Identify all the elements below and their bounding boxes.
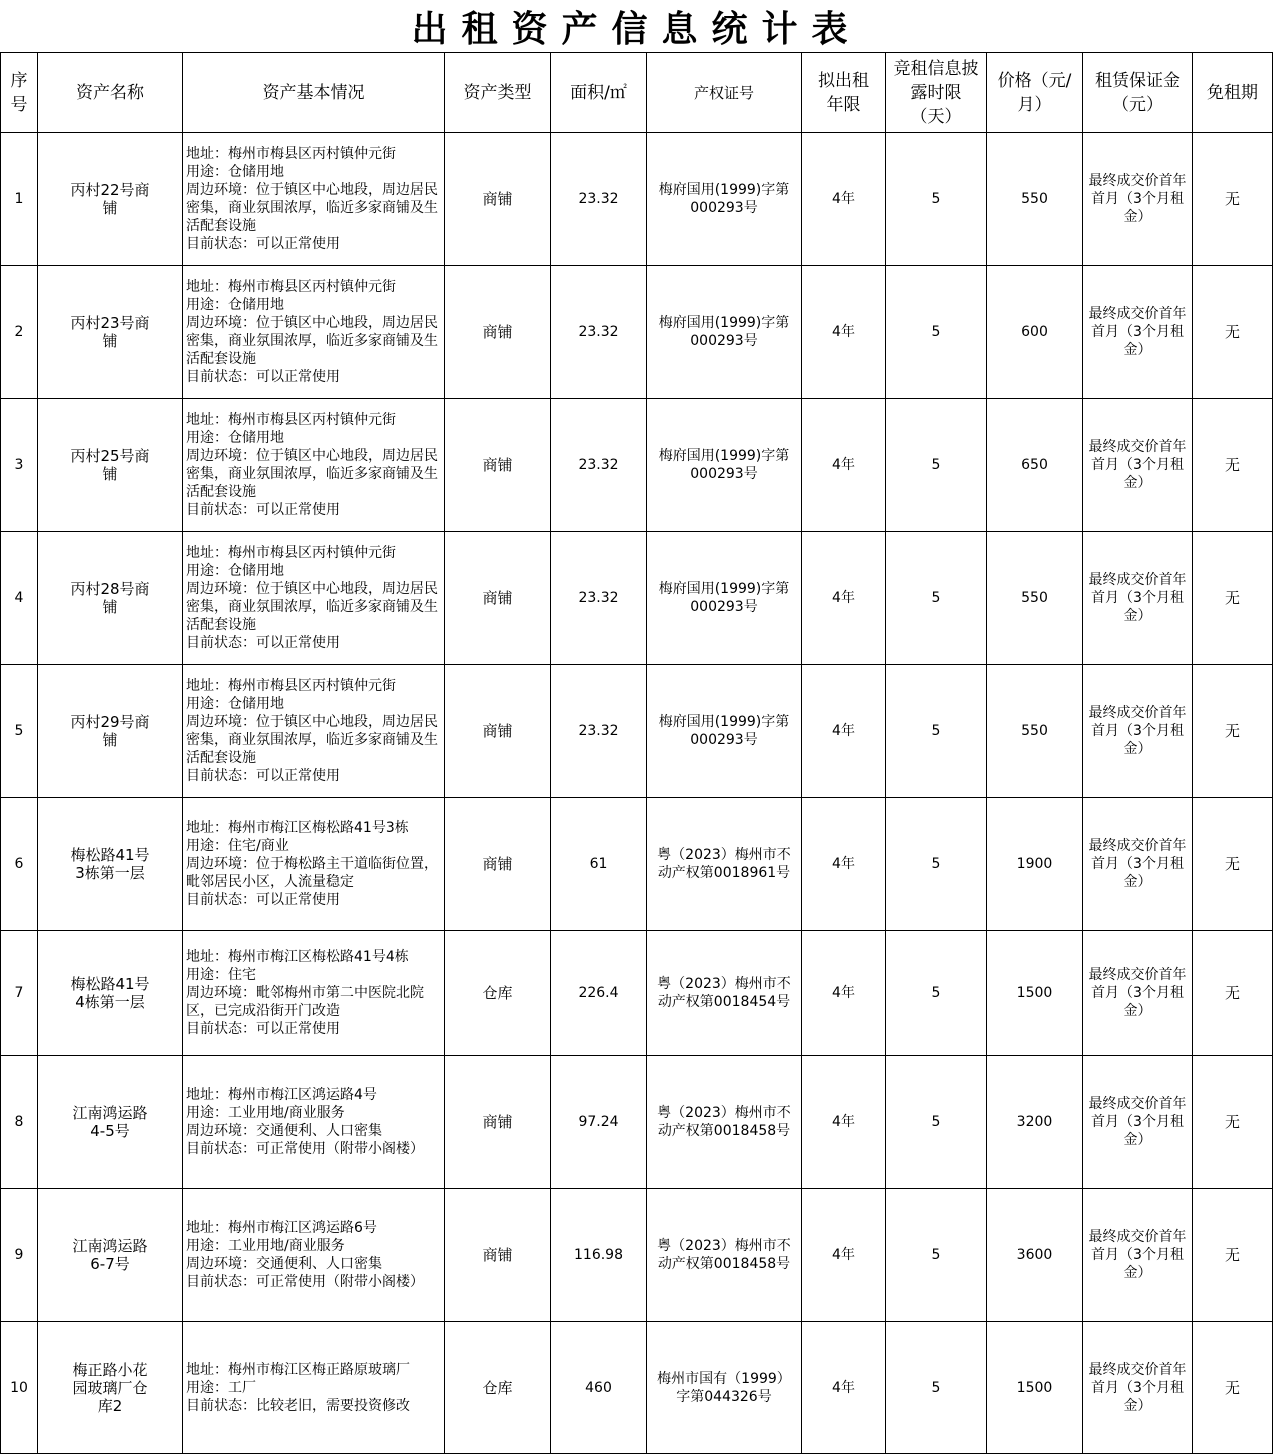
term-cell: 4年 [802,798,886,931]
cert-cell: 梅府国用(1999)字第000293号 [647,532,802,665]
desc-line: 周边环境：位于镇区中心地段，周边居民密集，商业氛围浓厚，临近多家商铺及生活配套设施 [186,714,438,766]
price-cell: 1500 [987,1322,1083,1454]
asset-name-cell: 丙村29号商铺 [38,665,183,798]
asset-type-cell: 商铺 [445,1189,551,1322]
header-desc: 资产基本情况 [183,53,445,133]
deposit-cell: 最终成交价首年首月（3个月租金） [1083,798,1193,931]
asset-table [0,52,1273,1454]
desc-line: 地址：梅州市梅县区丙村镇仲元街 [186,545,396,561]
asset-desc-cell [183,133,445,266]
header-free: 免租期 [1193,53,1273,133]
cert-cell: 粤（2023）梅州市不动产权第0018458号 [647,1056,802,1189]
deposit-cell: 最终成交价首年首月（3个月租金） [1083,133,1193,266]
asset-type-cell: 仓库 [445,1322,551,1454]
asset-name-cell: 梅松路41号3栋第一层 [38,798,183,931]
asset-name-cell: 丙村25号商铺 [38,399,183,532]
free-cell: 无 [1193,1322,1273,1454]
cert-cell: 梅府国用(1999)字第000293号 [647,665,802,798]
desc-line: 地址：梅州市梅江区鸿运路6号 [186,1220,377,1236]
header-seq: 序号 [1,53,38,133]
page-title: 出租资产信息统计表 [411,7,862,50]
header-price: 价格（元/月） [987,53,1083,133]
table-row [1,399,1273,532]
term-cell: 4年 [802,1056,886,1189]
asset-type-cell: 商铺 [445,399,551,532]
table-row [1,665,1273,798]
desc-line: 用途：工厂 [186,1379,256,1396]
header-area: 面积/㎡ [551,53,647,133]
asset-type-cell: 商铺 [445,1056,551,1189]
desc-line: 地址：梅州市梅江区梅正路原玻璃厂 [186,1361,410,1378]
term-cell: 4年 [802,665,886,798]
price-cell: 550 [987,665,1083,798]
asset-name-cell: 丙村28号商铺 [38,532,183,665]
deposit-cell: 最终成交价首年首月（3个月租金） [1083,266,1193,399]
cert-cell: 梅府国用(1999)字第000293号 [647,133,802,266]
free-cell: 无 [1193,133,1273,266]
area-cell: 23.32 [551,532,647,665]
seq-cell: 6 [1,798,38,931]
disclose-cell: 5 [886,1322,987,1454]
cert-cell: 梅府国用(1999)字第000293号 [647,266,802,399]
deposit-cell: 最终成交价首年首月（3个月租金） [1083,1056,1193,1189]
deposit-cell: 最终成交价首年首月（3个月租金） [1083,665,1193,798]
table-row [1,266,1273,399]
disclose-cell: 5 [886,532,987,665]
disclose-cell: 5 [886,665,987,798]
term-cell: 4年 [802,1322,886,1454]
table-row [1,1056,1273,1189]
asset-desc-cell [183,532,445,665]
table-row [1,1322,1273,1454]
seq-cell: 4 [1,532,38,665]
seq-cell: 10 [1,1322,38,1454]
price-cell: 1900 [987,798,1083,931]
asset-type-cell: 商铺 [445,266,551,399]
disclose-cell: 5 [886,1189,987,1322]
term-cell: 4年 [802,532,886,665]
deposit-cell: 最终成交价首年首月（3个月租金） [1083,399,1193,532]
cert-cell: 粤（2023）梅州市不动产权第0018458号 [647,1189,802,1322]
asset-desc-cell [183,266,445,399]
desc-line: 目前状态：可以正常使用 [186,502,340,518]
desc-line: 周边环境：交通便利、人口密集 [186,1123,382,1139]
desc-line: 目前状态：可以正常使用 [186,635,340,651]
asset-desc-cell [183,1056,445,1189]
desc-line: 目前状态：可以正常使用 [186,1021,340,1037]
seq-cell: 1 [1,133,38,266]
header-term: 拟出租年限 [802,53,886,133]
table-row [1,798,1273,931]
seq-cell: 2 [1,266,38,399]
desc-line: 用途：仓储用地 [186,297,284,313]
asset-type-cell: 商铺 [445,665,551,798]
area-cell: 460 [551,1322,647,1454]
area-cell: 23.32 [551,133,647,266]
desc-line: 地址：梅州市梅江区鸿运路4号 [186,1087,377,1103]
desc-line: 地址：梅州市梅县区丙村镇仲元街 [186,146,396,162]
asset-desc-cell [183,798,445,931]
deposit-cell: 最终成交价首年首月（3个月租金） [1083,532,1193,665]
asset-name-cell: 梅松路41号4栋第一层 [38,931,183,1056]
desc-line: 周边环境：位于镇区中心地段，周边居民密集，商业氛围浓厚，临近多家商铺及生活配套设施 [186,315,438,367]
area-cell: 97.24 [551,1056,647,1189]
asset-type-cell: 商铺 [445,133,551,266]
cert-cell: 粤（2023）梅州市不动产权第0018454号 [647,931,802,1056]
desc-line: 周边环境：位于镇区中心地段，周边居民密集，商业氛围浓厚，临近多家商铺及生活配套设施 [186,581,438,633]
price-cell: 650 [987,399,1083,532]
term-cell: 4年 [802,931,886,1056]
price-cell: 1500 [987,931,1083,1056]
table-row [1,532,1273,665]
desc-line: 地址：梅州市梅县区丙村镇仲元街 [186,412,396,428]
asset-name-cell: 梅正路小花园玻璃厂仓库2 [38,1322,183,1454]
asset-name-cell: 丙村22号商铺 [38,133,183,266]
term-cell: 4年 [802,1189,886,1322]
desc-line: 用途：住宅 [186,967,256,983]
free-cell: 无 [1193,665,1273,798]
price-cell: 3200 [987,1056,1083,1189]
desc-line: 目前状态：可以正常使用 [186,236,340,252]
deposit-cell: 最终成交价首年首月（3个月租金） [1083,931,1193,1056]
area-cell: 116.98 [551,1189,647,1322]
desc-line: 地址：梅州市梅县区丙村镇仲元街 [186,279,396,295]
header-row [1,53,1273,133]
asset-type-cell: 仓库 [445,931,551,1056]
asset-desc-cell [183,931,445,1056]
desc-line: 目前状态：比较老旧，需要投资修改 [186,1397,410,1414]
desc-line: 地址：梅州市梅江区梅松路41号4栋 [186,949,409,965]
desc-line: 用途：仓储用地 [186,164,284,180]
cert-cell: 粤（2023）梅州市不动产权第0018961号 [647,798,802,931]
area-cell: 23.32 [551,665,647,798]
desc-line: 目前状态：可以正常使用 [186,768,340,784]
desc-line: 用途：仓储用地 [186,563,284,579]
desc-line: 周边环境：毗邻梅州市第二中医院北院区，已完成沿街开门改造 [186,985,424,1019]
desc-line: 周边环境：位于镇区中心地段，周边居民密集，商业氛围浓厚，临近多家商铺及生活配套设施 [186,182,438,234]
asset-name-cell: 江南鸿运路4-5号 [38,1056,183,1189]
disclose-cell: 5 [886,931,987,1056]
desc-line: 用途：住宅/商业 [186,838,289,854]
free-cell: 无 [1193,399,1273,532]
table-row [1,1189,1273,1322]
header-name: 资产名称 [38,53,183,133]
term-cell: 4年 [802,266,886,399]
asset-type-cell: 商铺 [445,798,551,931]
price-cell: 600 [987,266,1083,399]
term-cell: 4年 [802,399,886,532]
asset-desc-cell [183,1189,445,1322]
disclose-cell: 5 [886,1056,987,1189]
asset-name-cell: 江南鸿运路6-7号 [38,1189,183,1322]
desc-line: 目前状态：可以正常使用 [186,369,340,385]
area-cell: 23.32 [551,399,647,532]
asset-desc-cell [183,665,445,798]
free-cell: 无 [1193,266,1273,399]
free-cell: 无 [1193,1189,1273,1322]
desc-line: 地址：梅州市梅江区梅松路41号3栋 [186,820,409,836]
seq-cell: 3 [1,399,38,532]
seq-cell: 8 [1,1056,38,1189]
disclose-cell: 5 [886,399,987,532]
desc-line: 目前状态：可以正常使用 [186,892,340,908]
disclose-cell: 5 [886,798,987,931]
table-row [1,133,1273,266]
cert-cell: 梅州市国有（1999）字第044326号 [647,1322,802,1454]
desc-line: 地址：梅州市梅县区丙村镇仲元街 [186,678,396,694]
desc-line: 用途：仓储用地 [186,430,284,446]
desc-line: 周边环境：位于镇区中心地段，周边居民密集，商业氛围浓厚，临近多家商铺及生活配套设施 [186,448,438,500]
header-disclose: 竞租信息披露时限（天） [886,53,987,133]
deposit-cell: 最终成交价首年首月（3个月租金） [1083,1322,1193,1454]
desc-line: 用途：仓储用地 [186,696,284,712]
disclose-cell: 5 [886,266,987,399]
seq-cell: 7 [1,931,38,1056]
price-cell: 3600 [987,1189,1083,1322]
deposit-cell: 最终成交价首年首月（3个月租金） [1083,1189,1193,1322]
area-cell: 226.4 [551,931,647,1056]
free-cell: 无 [1193,532,1273,665]
desc-line: 目前状态：可正常使用（附带小阁楼） [186,1274,424,1290]
area-cell: 61 [551,798,647,931]
desc-line: 周边环境：交通便利、人口密集 [186,1256,382,1272]
desc-line: 用途：工业用地/商业服务 [186,1238,345,1254]
seq-cell: 9 [1,1189,38,1322]
asset-type-cell: 商铺 [445,532,551,665]
desc-line: 周边环境：位于梅松路主干道临街位置，毗邻居民小区，人流量稳定 [186,856,438,890]
price-cell: 550 [987,133,1083,266]
seq-cell: 5 [1,665,38,798]
free-cell: 无 [1193,1056,1273,1189]
free-cell: 无 [1193,798,1273,931]
header-deposit: 租赁保证金（元） [1083,53,1193,133]
price-cell: 550 [987,532,1083,665]
table-row [1,931,1273,1056]
desc-line: 目前状态：可正常使用（附带小阁楼） [186,1141,424,1157]
asset-desc-cell [183,1322,445,1454]
asset-desc-cell [183,399,445,532]
desc-line: 用途：工业用地/商业服务 [186,1105,345,1121]
header-type: 资产类型 [445,53,551,133]
asset-name-cell: 丙村23号商铺 [38,266,183,399]
term-cell: 4年 [802,133,886,266]
header-cert: 产权证号 [647,53,802,133]
disclose-cell: 5 [886,133,987,266]
area-cell: 23.32 [551,266,647,399]
free-cell: 无 [1193,931,1273,1056]
cert-cell: 梅府国用(1999)字第000293号 [647,399,802,532]
